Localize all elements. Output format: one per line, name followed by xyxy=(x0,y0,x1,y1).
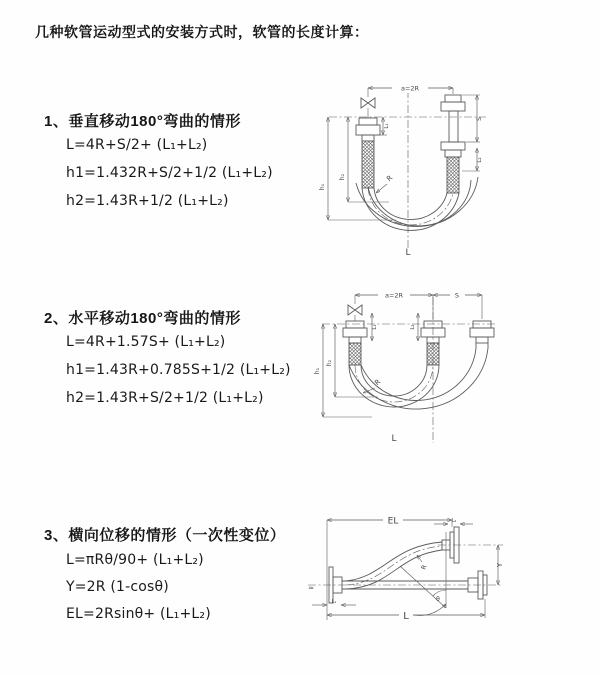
diagram-vertical-180-bend xyxy=(311,77,596,262)
span-label: a=2R xyxy=(384,291,404,300)
r-label: R xyxy=(419,563,429,571)
middle-pipe-fitting xyxy=(421,321,445,365)
theta-label: θ xyxy=(436,596,440,603)
flange xyxy=(346,321,364,328)
el-label: EL xyxy=(387,516,399,527)
formula-line: Y=2R (1-cosθ) xyxy=(66,579,169,595)
valve-icon xyxy=(361,98,375,118)
dimension-l2 xyxy=(434,518,473,524)
hose-s-curve xyxy=(346,542,442,589)
r-label: R xyxy=(385,173,395,184)
l-label: L xyxy=(405,248,411,258)
section-2-heading: 2、水平移动180°弯曲的情形 xyxy=(44,310,241,327)
right-pipe-fitting xyxy=(470,321,494,348)
dimension-l1 xyxy=(312,599,356,605)
l1-label: L₁ xyxy=(331,599,337,605)
dimension-l2 xyxy=(462,148,483,171)
flange xyxy=(356,125,380,135)
flange xyxy=(473,321,491,328)
l2-label: L₂ xyxy=(477,157,483,163)
span-label: a=2R xyxy=(400,84,420,93)
angle-theta xyxy=(400,532,446,616)
flange xyxy=(343,328,367,337)
s-label: S xyxy=(454,291,460,300)
formula-line: h1=1.43R+0.785S+1/2 (L₁+L₂) xyxy=(66,362,291,378)
dimension-span xyxy=(355,289,482,319)
hose-u-curves xyxy=(349,348,488,409)
h2-label: h₂ xyxy=(326,359,333,367)
formula-line: h1=1.432R+S/2+1/2 (L₁+L₂) xyxy=(66,165,273,181)
dimension-h1 xyxy=(319,117,396,220)
flange xyxy=(445,150,461,157)
formula-line: L=4R+1.57S+ (L₁+L₂) xyxy=(66,334,226,350)
l-label: L xyxy=(391,434,397,444)
l1-label: L₁ xyxy=(384,123,390,129)
l1-label: L₁ xyxy=(372,324,378,330)
section-1-heading: 1、垂直移动180°弯曲的情形 xyxy=(44,113,241,130)
flange xyxy=(441,102,465,111)
left-pipe-fitting xyxy=(356,118,380,188)
dimension-l2 xyxy=(410,313,418,341)
right-pipe-fitting xyxy=(441,95,465,193)
dimension-y xyxy=(496,545,504,585)
l2-label: L₂ xyxy=(451,518,457,524)
left-pipe-fitting xyxy=(343,321,367,365)
formula-line: L=4R+S/2+ (L₁+L₂) xyxy=(66,137,208,153)
dimension-l1 xyxy=(377,117,390,135)
dimension-el xyxy=(327,513,452,620)
formula-line: EL=2Rsinθ+ (L₁+L₂) xyxy=(66,606,211,622)
h1-label: h₁ xyxy=(319,183,326,191)
dimension-l1 xyxy=(372,313,378,341)
dimension-l xyxy=(327,599,485,622)
y-label: Y xyxy=(496,562,504,568)
flange xyxy=(359,118,377,125)
l2-label: L₂ xyxy=(410,324,416,330)
braided-hose-section xyxy=(362,141,374,188)
flange xyxy=(441,142,465,150)
valve-icon xyxy=(348,305,362,321)
radius-callout xyxy=(376,174,394,193)
radius-callout xyxy=(417,555,429,571)
s-label: S xyxy=(476,117,483,121)
diagram-horizontal-180-bend xyxy=(310,283,600,453)
braided-hose-section xyxy=(349,343,361,365)
h2-label: h₂ xyxy=(339,173,346,181)
diagram-lateral-displacement xyxy=(300,502,600,652)
formula-line: h2=1.43R+S/2+1/2 (L₁+L₂) xyxy=(66,390,264,406)
formula-line: h2=1.43R+1/2 (L₁+L₂) xyxy=(66,193,229,209)
document-title: 几种软管运动型式的安装方式时，软管的长度计算： xyxy=(35,24,369,40)
flange xyxy=(470,328,494,337)
braided-hose-section xyxy=(447,157,459,193)
formula-line: L=πRθ/90+ (L₁+L₂) xyxy=(66,552,204,568)
dimension-span xyxy=(368,82,453,97)
flange xyxy=(445,95,461,102)
braided-hose-section xyxy=(427,343,439,365)
l-label: L xyxy=(403,611,409,622)
r-label: R xyxy=(373,377,383,388)
radius-callout xyxy=(363,378,382,393)
h1-label: h₁ xyxy=(314,367,321,375)
section-3-heading: 3、横向位移的情形（一次性变位） xyxy=(44,527,286,544)
break-symbol: ≈ xyxy=(308,584,314,592)
